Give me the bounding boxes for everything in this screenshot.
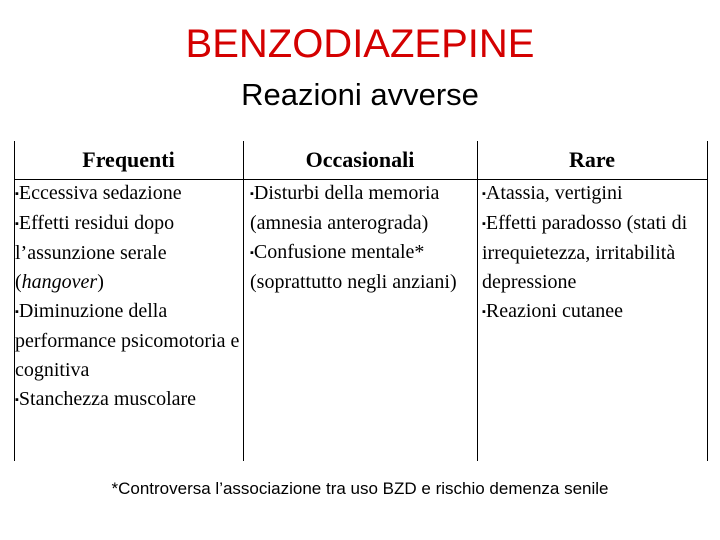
list-item: ▪Disturbi della memoria (amnesia anterograda)	[250, 182, 440, 234]
bullet-icon: ▪	[15, 218, 19, 230]
table-border-right	[707, 141, 708, 461]
bullet-icon: ▪	[482, 218, 486, 230]
list-item: ▪Effetti paradosso (stati di irrequietezza, irritabilità depressione	[482, 212, 688, 293]
bullet-icon: ▪	[15, 394, 19, 406]
column-rare	[482, 179, 704, 327]
footnote: *Controversa l’associazione tra uso BZD e rischio demenza senile	[111, 479, 609, 498]
list-item: ▪Diminuzione della performance psicomotoria e cognitiva	[15, 300, 240, 381]
list-item: ▪Confusione mentale* (soprattutto negli anziani)	[250, 241, 457, 293]
table-divider-2	[477, 141, 478, 461]
list-item: ▪Eccessiva sedazione	[15, 182, 182, 204]
bullet-icon: ▪	[250, 188, 254, 200]
slide-subtitle: Reazioni avverse	[241, 77, 479, 112]
bullet-icon: ▪	[15, 306, 19, 318]
column-occasionali	[250, 179, 474, 297]
table-divider-1	[243, 141, 244, 461]
list-item: ▪Effetti residui dopo l’assunzione serale (hangover)	[15, 212, 175, 293]
column-frequenti	[15, 179, 241, 415]
list-item: ▪Atassia, vertigini	[482, 182, 623, 204]
header-frequenti: Frequenti	[82, 147, 175, 172]
bullet-icon: ▪	[15, 188, 19, 200]
bullet-icon: ▪	[482, 306, 486, 318]
adverse-reactions-table	[14, 141, 708, 461]
header-occasionali: Occasionali	[305, 147, 415, 172]
header-rare: Rare	[568, 147, 616, 172]
bullet-icon: ▪	[482, 188, 486, 200]
list-item: ▪Reazioni cutanee	[482, 300, 624, 322]
list-item: ▪Stanchezza muscolare	[15, 388, 197, 410]
bullet-icon: ▪	[250, 247, 254, 259]
slide-title: BENZODIAZEPINE	[185, 22, 535, 66]
